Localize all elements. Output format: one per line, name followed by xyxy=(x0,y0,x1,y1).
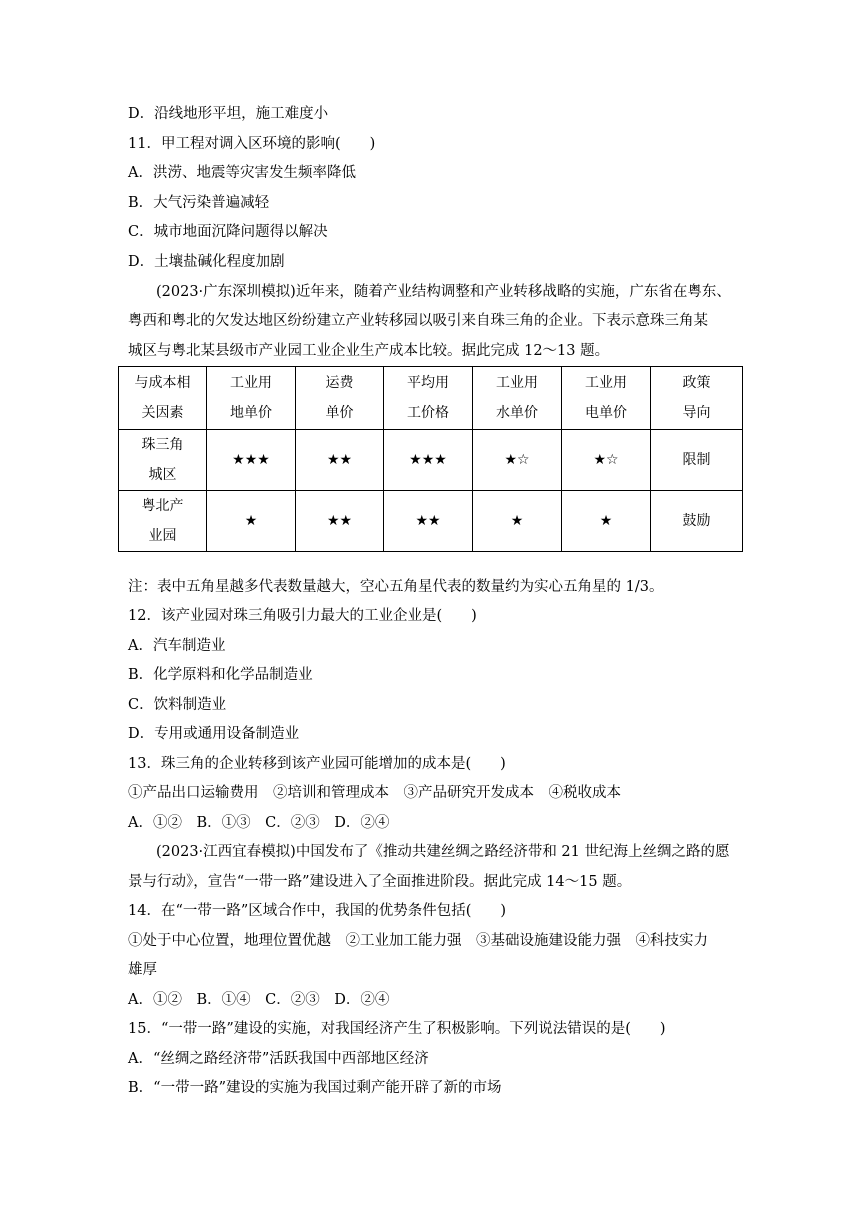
question-14: 14．在“一带一路”区域合作中，我国的优势条件包括( ) xyxy=(128,903,507,919)
labor-rating: ★★ xyxy=(384,491,473,552)
question-13: 13．珠三角的企业转移到该产业园可能增加的成本是( ) xyxy=(128,756,506,772)
q12-option-b: B．化学原料和化学品制造业 xyxy=(128,667,313,683)
freight-rating: ★★ xyxy=(296,430,384,491)
land-rating: ★★★ xyxy=(207,430,296,491)
intro-12-13-line-2: 粤西和粤北的欠发达地区纷纷建立产业转移园以吸引来自珠三角的企业。下表示意珠三角某 xyxy=(128,313,708,329)
intro-12-13-line-1: (2023·广东深圳模拟)近年来，随着产业结构调整和产业转移战略的实施，广东省在粤东、 xyxy=(156,284,731,300)
row-label: 珠三角 城区 xyxy=(119,430,207,491)
power-rating: ★☆ xyxy=(562,430,651,491)
q13-statements: ①产品出口运输费用 ②培训和管理成本 ③产品研究开发成本 ④税收成本 xyxy=(128,785,621,801)
q10-option-d: D．沿线地形平坦，施工难度小 xyxy=(128,106,329,122)
header-cell-policy: 政策 导向 xyxy=(651,367,743,430)
q14-statements-line-2: 雄厚 xyxy=(128,962,157,978)
q15-option-a: A．“丝绸之路经济带”活跃我国中西部地区经济 xyxy=(128,1051,429,1067)
question-11: 11．甲工程对调入区环境的影响( ) xyxy=(128,136,376,152)
water-rating: ★☆ xyxy=(473,430,562,491)
header-cell-power: 工业用 电单价 xyxy=(562,367,651,430)
q14-answers: A．①② B．①④ C．②③ D．②④ xyxy=(128,992,390,1008)
q11-option-a: A．洪涝、地震等灾害发生频率降低 xyxy=(128,165,356,181)
table-row xyxy=(119,491,743,552)
q15-option-b: B．“一带一路”建设的实施为我国过剩产能开辟了新的市场 xyxy=(128,1080,502,1096)
q14-statements-line-1: ①处于中心位置，地理位置优越 ②工业加工能力强 ③基础设施建设能力强 ④科技实力 xyxy=(128,933,708,949)
q12-option-c: C．饮料制造业 xyxy=(128,697,227,713)
q12-option-a: A．汽车制造业 xyxy=(128,638,226,654)
policy-value: 限制 xyxy=(651,430,743,491)
header-cell-freight: 运费 单价 xyxy=(296,367,384,430)
table-header-row xyxy=(119,367,743,430)
water-rating: ★ xyxy=(473,491,562,552)
q11-option-d: D．土壤盐碱化程度加剧 xyxy=(128,254,285,270)
intro-12-13-line-3: 城区与粤北某县级市产业园工业企业生产成本比较。据此完成 12～13 题。 xyxy=(128,343,610,359)
q11-option-c: C．城市地面沉降问题得以解决 xyxy=(128,224,328,240)
policy-value: 鼓励 xyxy=(651,491,743,552)
question-15: 15．“一带一路”建设的实施，对我国经济产生了积极影响。下列说法错误的是( ) xyxy=(128,1021,666,1037)
q12-option-d: D．专用或通用设备制造业 xyxy=(128,726,300,742)
cost-comparison-table xyxy=(118,366,743,552)
header-cell-water: 工业用 水单价 xyxy=(473,367,562,430)
q11-option-b: B．大气污染普遍减轻 xyxy=(128,195,270,211)
row-label: 粤北产 业园 xyxy=(119,491,207,552)
table-note: 注：表中五角星越多代表数量越大，空心五角星代表的数量约为实心五角星的 1/3。 xyxy=(128,579,664,595)
freight-rating: ★★ xyxy=(296,491,384,552)
header-cell-factor: 与成本相 关因素 xyxy=(119,367,207,430)
power-rating: ★ xyxy=(562,491,651,552)
q13-answers: A．①② B．①③ C．②③ D．②④ xyxy=(128,815,390,831)
intro-14-15-line-1: (2023·江西宜春模拟)中国发布了《推动共建丝绸之路经济带和 21 世纪海上丝绸之路的愿 xyxy=(156,844,730,860)
header-cell-labor: 平均用 工价格 xyxy=(384,367,473,430)
land-rating: ★ xyxy=(207,491,296,552)
intro-14-15-line-2: 景与行动》，宣告“一带一路”建设进入了全面推进阶段。据此完成 14～15 题。 xyxy=(128,874,632,890)
labor-rating: ★★★ xyxy=(384,430,473,491)
header-cell-land: 工业用 地单价 xyxy=(207,367,296,430)
question-12: 12．该产业园对珠三角吸引力最大的工业企业是( ) xyxy=(128,608,477,624)
table-row xyxy=(119,430,743,491)
